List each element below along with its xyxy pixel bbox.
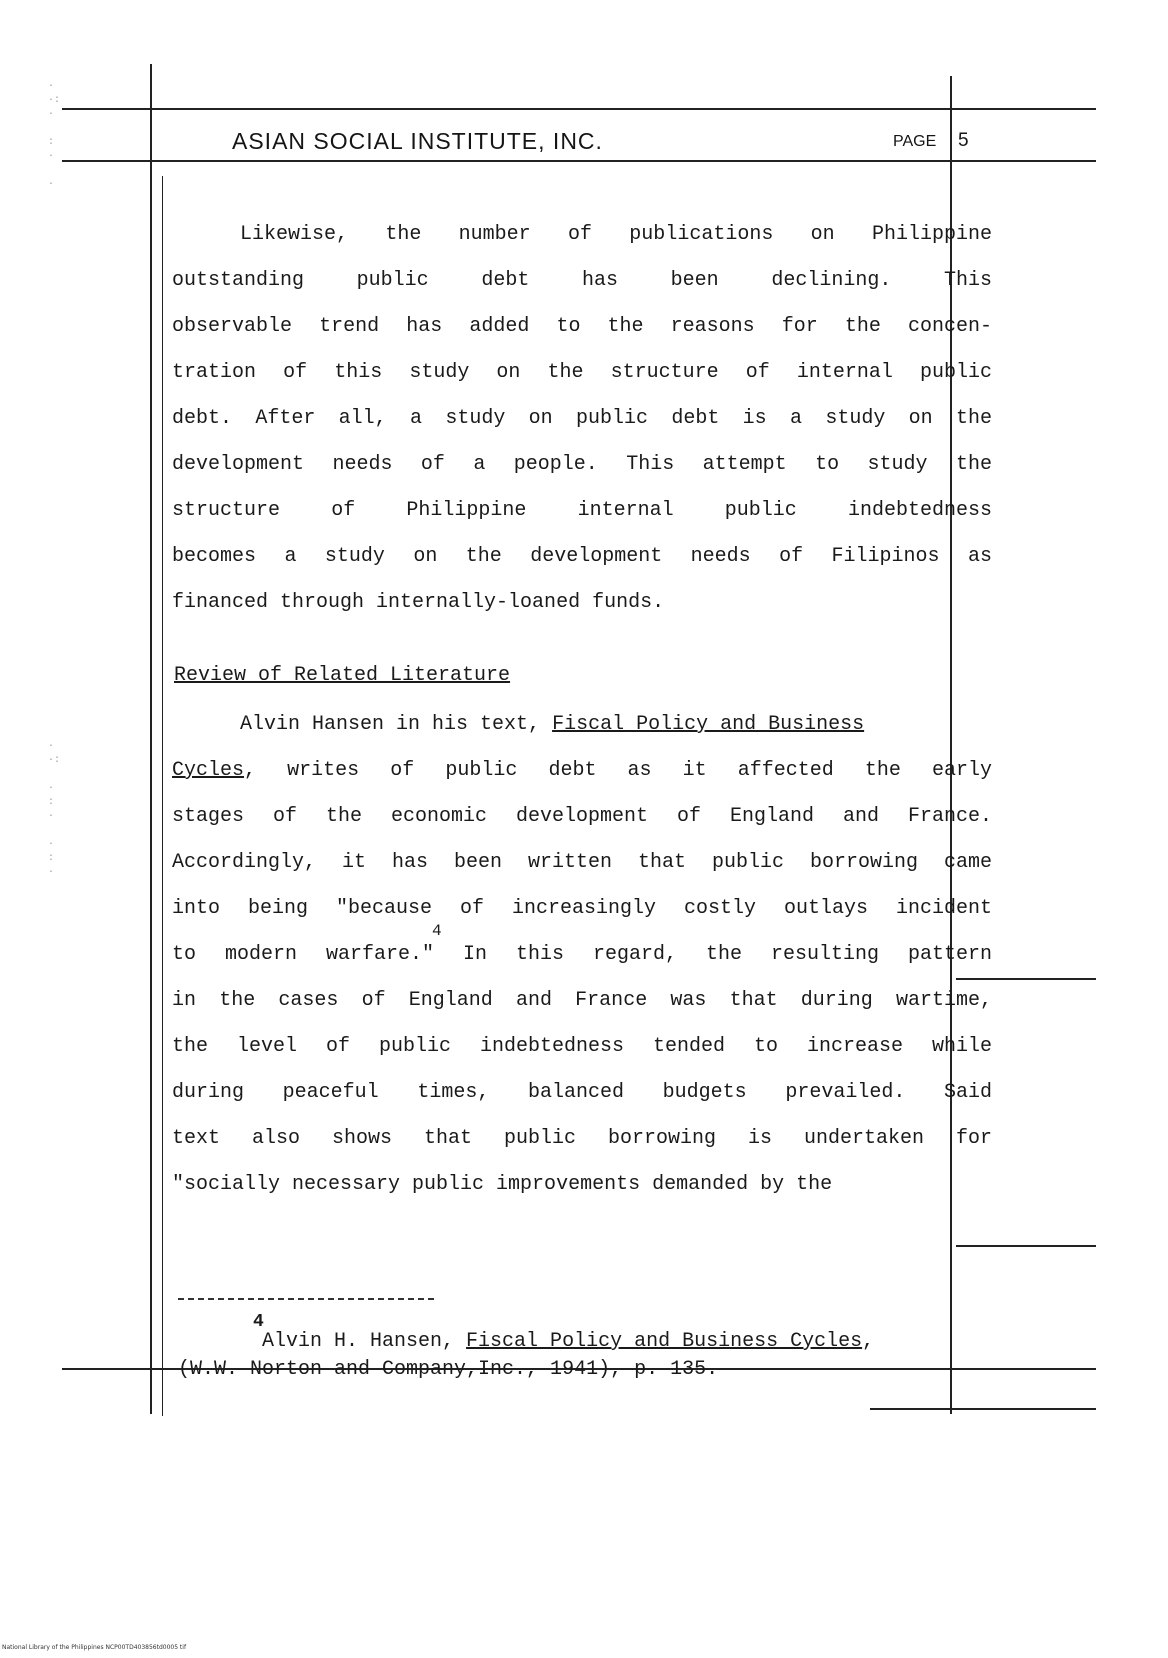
- text-run: , writes of public debt as it affected the early: [244, 759, 992, 782]
- text-line: during peaceful times, balanced budgets prevailed. Said: [172, 1081, 992, 1104]
- text-line: becomes a study on the development needs of Filipinos as: [172, 545, 992, 568]
- page-number: 5: [958, 130, 969, 151]
- page-label: PAGE: [893, 133, 937, 150]
- text-line: to modern warfare."4 In this regard, the resulting pattern: [172, 922, 992, 966]
- footnote-number: 4: [253, 1312, 264, 1332]
- text-line: debt. After all, a study on public debt is a study on the: [172, 407, 992, 430]
- text-line: in the cases of England and France was that during wartime,: [172, 989, 992, 1012]
- footnote-title: Fiscal Policy and Business Cycles: [466, 1330, 863, 1353]
- left-margin-rule: [150, 64, 152, 1414]
- footnote-divider: [178, 1298, 434, 1300]
- book-title: Cycles: [172, 759, 245, 782]
- bottom-edge-rule: [870, 1408, 1096, 1410]
- right-rule-lower: [956, 1245, 1096, 1247]
- text-line: development needs of a people. This attempt to study the: [172, 453, 992, 476]
- text-line: observable trend has added to the reasons for the concen-: [172, 315, 992, 338]
- footnote-author: Alvin H. Hansen,: [262, 1330, 467, 1353]
- text-line: structure of Philippine internal public indebtedness: [172, 499, 992, 522]
- text-line: the level of public indebtedness tended to increase while: [172, 1035, 992, 1058]
- footnote-punctuation: ,: [862, 1330, 875, 1353]
- text-line: [172, 702, 992, 748]
- footnote-citation: [262, 1330, 874, 1353]
- scan-speckles: · ·: · : · ·: [48, 81, 61, 190]
- footnote-publication: (W.W. Norton and Company,Inc., 1941), p. 135.: [178, 1358, 719, 1381]
- text-line: stages of the economic development of England and France.: [172, 805, 992, 828]
- text-line: Likewise, the number of publications on Philippine: [240, 223, 992, 246]
- text-line: tration of this study on the structure of internal public: [172, 361, 992, 384]
- text-line: outstanding public debt has been declining. This: [172, 269, 992, 292]
- text-line: [172, 748, 992, 794]
- text-line: "socially necessary public improvements demanded by the: [172, 1173, 833, 1196]
- text-run: In this regard, the resulting pattern: [434, 943, 992, 966]
- header-top-rule: [62, 108, 1096, 110]
- text-line: text also shows that public borrowing is undertaken for: [172, 1127, 992, 1150]
- header-bottom-rule: [62, 160, 1096, 162]
- paragraph-1: [172, 212, 992, 626]
- scan-speckles: · ·: · : · · : ·: [48, 741, 61, 878]
- paragraph-2: [172, 702, 992, 1208]
- book-title: Fiscal Policy and Business: [552, 713, 865, 736]
- left-margin-rule-inner: [162, 176, 163, 1416]
- text-line: into being "because of increasingly costly outlays incident: [172, 897, 992, 920]
- section-heading: Review of Related Literature: [174, 664, 511, 687]
- text-run: Alvin Hansen in his text,: [240, 713, 553, 736]
- text-run: to modern warfare.": [172, 943, 435, 966]
- organization-name: ASIAN SOCIAL INSTITUTE, INC.: [232, 128, 603, 154]
- scan-caption: National Library of the Philippines NCP00TD403856td0005 tif: [2, 1644, 187, 1651]
- text-line: Accordingly, it has been written that public borrowing came: [172, 851, 992, 874]
- text-line: financed through internally-loaned funds.: [172, 591, 665, 614]
